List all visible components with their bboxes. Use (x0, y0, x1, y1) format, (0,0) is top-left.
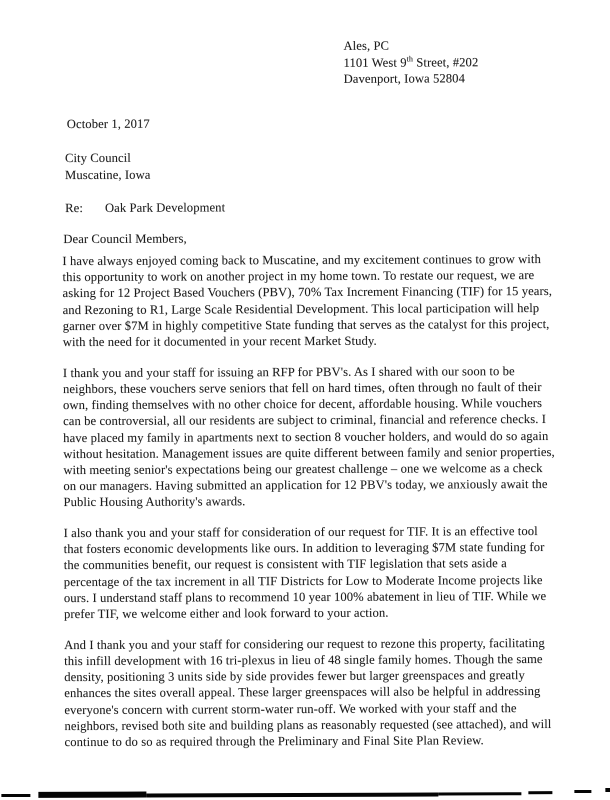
recipient-line-2: Muscatine, Iowa (64, 167, 151, 182)
paragraph-rezoning-request: And I thank you and your staff for considering our request to rezone this property, facilitating this infill development with 16 tri-plexus in lieu of 48 single family homes. Though the same density, positioning 3 units side by side provides fewer but larger greenspaces and greatly enhances the sites overall appeal. These larger greenspaces will also be helpful in addressing everyone's concern with current storm-water run-off. We worked with your staff and the neighbors, revised both site and building plans as reasonably requested (see attached), and will continue to do so as required through the Preliminary and Final Site Plan Review. (64, 635, 552, 750)
reference-line (65, 200, 225, 216)
salutation: Dear Council Members, (63, 231, 187, 247)
paragraph-pbv-vouchers: I thank you and your staff for issuing an RFP for PBV's. As I shared with our soon to be neighbors, these vouchers serve seniors that fell on hard times, often through no fault of their own, finding themselves with no other choice for decent, affordable housing. While vouchers can be controversial, all our residents are subject to criminal, financial and reference checks. I have placed my family in apartments next to section 8 voucher holders, and would do so again without hesitation. Management issues are quite different between family and senior properties, with meeting senior's expectations being our greatest challenge – one we welcome as a check on our managers. Having submitted an application for 12 PBV's today, we anxiously await the Public Housing Authority's awards. (62, 363, 555, 510)
paragraph-request-summary: I have always enjoyed coming back to Muscatine, and my excitement continues to grow with this opportunity to work on another project in my home town. To restate our request, we are asking for 12 Project Based Vouchers (PBV), 70% Tax Increment Financing (TIF) for 15 years, and Rezoning to R1, Large Scale Residential Development. This local participation will help garner over $7M in highly competitive State funding that serves as the catalyst for this project, with the need for it documented in your recent Market Study. (62, 251, 553, 350)
sender-city-line: Davenport, Iowa 52804 (343, 71, 465, 86)
reference-label: Re: (65, 200, 83, 216)
sender-street-number: 1101 West 9 (343, 55, 407, 70)
sender-street (343, 54, 478, 71)
sender-street-rest: Street, #202 (412, 54, 479, 70)
letter-date: October 1, 2017 (66, 116, 150, 132)
recipient-line-1: City Council (64, 150, 131, 166)
paragraph-tif-request: I also thank you and your staff for consideration of our request for TIF. It is an effective tool that fosters economic developments like ours. In addition to leveraging $7M state funding for the communities benefit, our request is consistent with TIF legislation that sets aside a percentage of the tax increment in all TIF Districts for Low to Moderate Income projects like ours. I understand staff plans to recommend 10 year 100% abatement in lieu of TIF. While we prefer TIF, we welcome either and look forward to your action. (63, 524, 547, 622)
sender-name: Ales, PC (343, 38, 390, 53)
sender-street-ordinal: th (406, 53, 414, 63)
sender-address-block (343, 37, 478, 87)
reference-subject: Oak Park Development (104, 200, 226, 215)
letter-body (62, 251, 557, 765)
recipient-address-block (65, 150, 151, 183)
